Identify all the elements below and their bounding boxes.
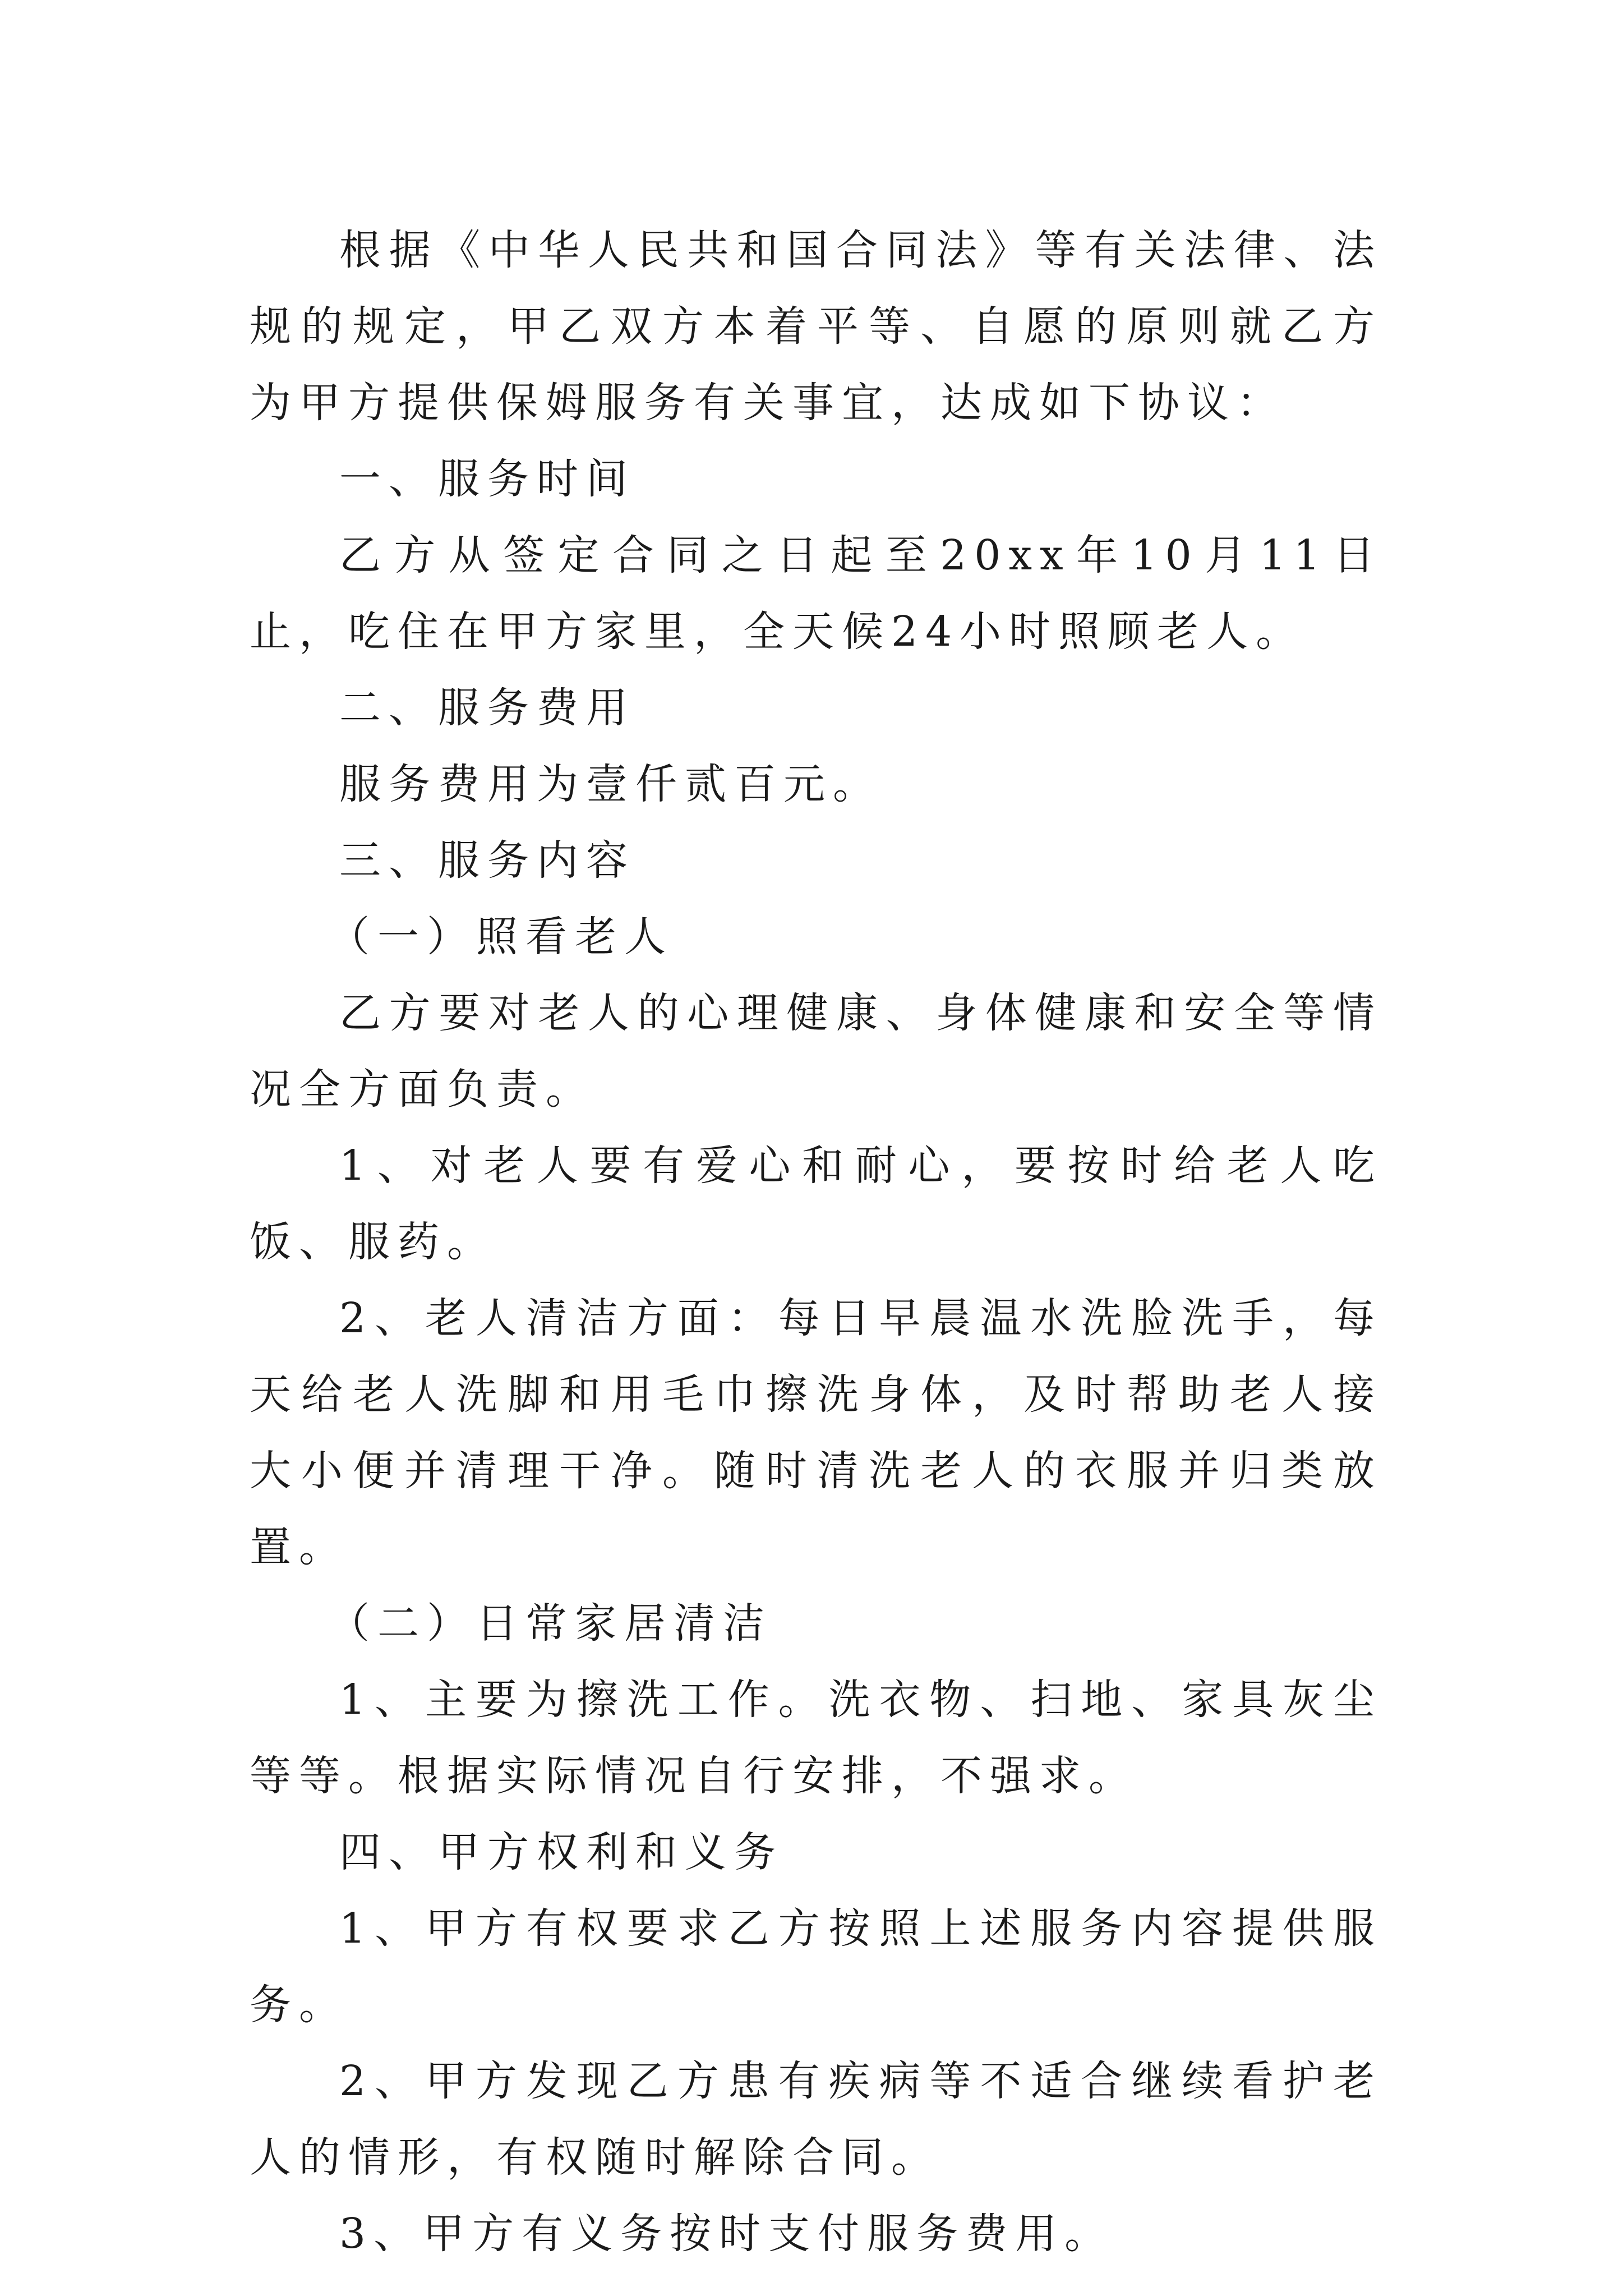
subheading-elderly-care: （一）照看老人 bbox=[328, 913, 674, 961]
party-a-rights-item-2: 2、甲方发现乙方患有疾病等不适合继续看护老人的情形，有权随时解除合同。 bbox=[250, 2057, 1382, 2182]
document-body bbox=[250, 212, 1382, 2272]
service-time-paragraph: 乙方从签定合同之日起至20xx年10月11日止，吃住在甲方家里，全天候24小时照顾老人。 bbox=[250, 531, 1382, 656]
elderly-care-item-1: 1、对老人要有爱心和耐心，要按时给老人吃饭、服药。 bbox=[250, 1142, 1382, 1266]
house-cleaning-item-1: 1、主要为擦洗工作。洗衣物、扫地、家具灰尘等等。根据实际情况自行安排，不强求。 bbox=[250, 1676, 1382, 1800]
section-heading-party-a-rights: 四、甲方权利和义务 bbox=[339, 1828, 783, 1876]
section-heading-service-content: 三、服务内容 bbox=[339, 836, 635, 885]
section-heading-service-fee: 二、服务费用 bbox=[339, 684, 635, 732]
elderly-care-item-2: 2、老人清洁方面：每日早晨温水洗脸洗手，每天给老人洗脚和用毛巾擦洗身体，及时帮助老人接大小便并清理干净。随时清洗老人的衣服并归类放置。 bbox=[250, 1294, 1382, 1571]
section-heading-service-time: 一、服务时间 bbox=[339, 455, 635, 503]
party-a-rights-item-1: 1、甲方有权要求乙方按照上述服务内容提供服务。 bbox=[250, 1904, 1382, 2029]
intro-paragraph: 根据《中华人民共和国合同法》等有关法律、法规的规定，甲乙双方本着平等、自愿的原则就乙方为甲方提供保姆服务有关事宜，达成如下协议： bbox=[250, 226, 1382, 427]
subheading-house-cleaning: （二）日常家居清洁 bbox=[328, 1599, 772, 1648]
party-a-rights-item-3: 3、甲方有义务按时支付服务费用。 bbox=[339, 2210, 1114, 2258]
elderly-care-paragraph: 乙方要对老人的心理健康、身体健康和安全等情况全方面负责。 bbox=[250, 989, 1382, 1114]
service-fee-paragraph: 服务费用为壹仟贰百元。 bbox=[339, 760, 882, 808]
